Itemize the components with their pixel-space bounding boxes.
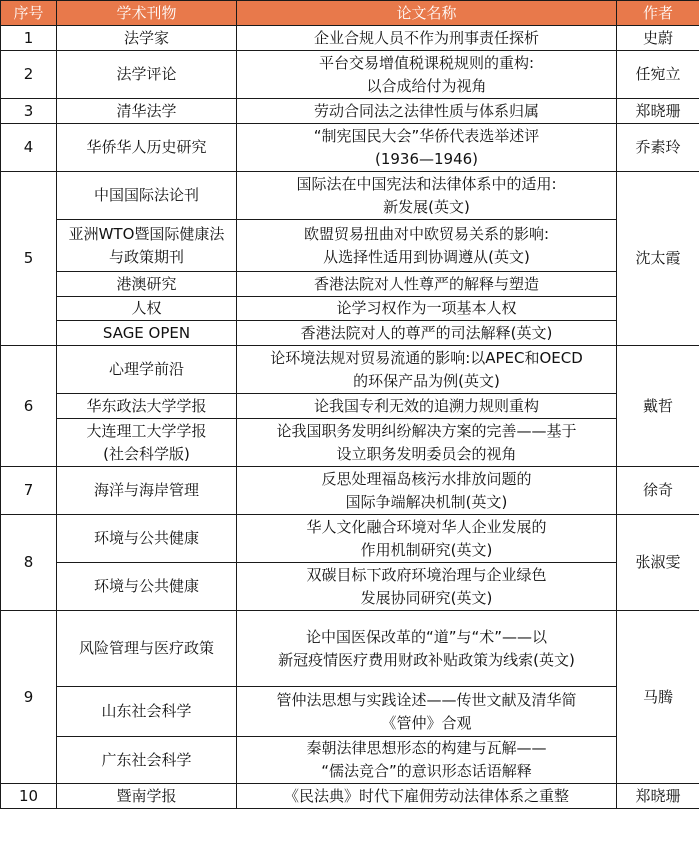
paper-title-line: 论环境法规对贸易流通的影响:以APEC和OECD xyxy=(270,348,583,367)
header-no: 序号 xyxy=(1,1,57,26)
paper-title-cell xyxy=(237,563,617,611)
paper-title-cell xyxy=(237,220,617,272)
journal-name-line: 广东社会科学 xyxy=(101,750,192,769)
paper-title-line: 作用机制研究(英文) xyxy=(360,540,493,559)
journal-cell xyxy=(57,51,237,99)
table-row xyxy=(1,220,699,272)
paper-title-line: (1936—1946) xyxy=(374,149,479,168)
journal-cell xyxy=(57,297,237,321)
author-cell: 张淑雯 xyxy=(617,515,699,611)
paper-title-line: 国际争端解决机制(英文) xyxy=(345,492,508,511)
journal-name-line: 华侨华人历史研究 xyxy=(86,138,207,156)
paper-title-line: 国际法在中国宪法和法律体系中的适用: xyxy=(296,174,557,193)
paper-title-line: 新发展(英文) xyxy=(383,197,470,216)
paper-title-cell xyxy=(237,26,617,51)
journal-name-line: 法学家 xyxy=(123,28,169,47)
table-row xyxy=(1,394,699,419)
journal-name-line: 亚洲WTO暨国际健康法 xyxy=(68,224,225,243)
paper-title-line: 《管仲》合观 xyxy=(381,713,472,732)
journal-cell xyxy=(57,346,237,394)
paper-title-line: 双碳目标下政府环境治理与企业绿色 xyxy=(306,565,547,584)
paper-title-cell xyxy=(237,737,617,784)
paper-title-cell xyxy=(237,99,617,124)
author-cell: 任宛立 xyxy=(617,51,699,99)
journal-cell xyxy=(57,611,237,687)
journal-cell xyxy=(57,99,237,124)
table-row xyxy=(1,99,699,124)
journal-name-line: 风险管理与医疗政策 xyxy=(78,639,214,657)
row-number: 4 xyxy=(1,124,57,172)
journal-name-line: 中国国际法论刊 xyxy=(93,186,199,204)
header-title: 论文名称 xyxy=(237,1,617,26)
paper-title-line: 的环保产品为例(英文) xyxy=(353,371,500,390)
journal-name-line: 环境与公共健康 xyxy=(93,529,199,547)
paper-title-cell xyxy=(237,124,617,172)
journal-name-line: 人权 xyxy=(131,299,162,317)
paper-title-cell xyxy=(237,272,617,297)
paper-title-line: “制宪国民大会”华侨代表选举述评 xyxy=(313,126,540,145)
row-number: 1 xyxy=(1,26,57,51)
paper-title-cell xyxy=(237,346,617,394)
paper-title-line: 劳动合同法之法律性质与体系归属 xyxy=(313,101,539,120)
paper-title-line: 从选择性适用到协调遵从(英文) xyxy=(323,247,530,266)
journal-cell xyxy=(57,563,237,611)
table-row xyxy=(1,51,699,99)
paper-title-cell xyxy=(237,394,617,419)
paper-title-line: 论中国医保改革的“道”与“术”——以 xyxy=(305,627,548,646)
header-journal: 学术刊物 xyxy=(57,1,237,26)
author-cell: 沈太霞 xyxy=(617,172,699,346)
journal-cell xyxy=(57,124,237,172)
journal-name-line: 暨南学报 xyxy=(116,786,177,805)
journal-name-line: 港澳研究 xyxy=(116,274,177,293)
paper-title-cell xyxy=(237,297,617,321)
row-number: 9 xyxy=(1,611,57,784)
paper-title-cell xyxy=(237,467,617,515)
journal-name-line: SAGE OPEN xyxy=(102,323,191,342)
journal-name-line: 清华法学 xyxy=(116,101,177,120)
table-row xyxy=(1,563,699,611)
paper-title-line: 论学习权作为一项基本人权 xyxy=(336,299,517,317)
author-cell: 戴哲 xyxy=(617,346,699,467)
journal-name-line: (社会科学版) xyxy=(103,444,190,463)
paper-title-cell xyxy=(237,784,617,809)
journal-name-line: 心理学前沿 xyxy=(108,360,184,378)
paper-title-line: 论我国职务发明纠纷解决方案的完善——基于 xyxy=(276,421,577,440)
paper-title-line: 香港法院对人的尊严的司法解释(英文) xyxy=(300,323,553,342)
journal-cell xyxy=(57,737,237,784)
paper-title-line: “儒法竞合”的意识形态话语解释 xyxy=(321,762,532,780)
paper-title-line: 管仲法思想与实践诠述——传世文献及清华简 xyxy=(276,690,577,709)
paper-title-line: 论我国专利无效的追溯力规则重构 xyxy=(313,396,539,415)
table-body xyxy=(1,26,699,809)
table-row xyxy=(1,737,699,784)
journal-name-line: 环境与公共健康 xyxy=(93,577,199,595)
header-author: 作者 xyxy=(617,1,699,26)
journal-name-line: 与政策期刊 xyxy=(108,247,184,266)
table-row xyxy=(1,467,699,515)
paper-title-line: 新冠疫情医疗费用财政补贴政策为线索(英文) xyxy=(278,650,575,669)
header-row xyxy=(1,1,699,26)
table-row xyxy=(1,611,699,687)
table-row xyxy=(1,687,699,737)
paper-title-line: 企业合规人员不作为刑事责任探析 xyxy=(313,28,539,47)
paper-title-line: 《民法典》时代下雇佣劳动法律体系之重整 xyxy=(283,786,569,805)
table-row xyxy=(1,172,699,220)
journal-cell xyxy=(57,394,237,419)
paper-title-line: 以合成给付为视角 xyxy=(366,76,487,95)
journal-name-line: 海洋与海岸管理 xyxy=(93,481,199,499)
journal-cell xyxy=(57,419,237,467)
table-row xyxy=(1,26,699,51)
row-number: 7 xyxy=(1,467,57,515)
author-cell: 郑晓珊 xyxy=(617,99,699,124)
table-row xyxy=(1,419,699,467)
table-row xyxy=(1,124,699,172)
row-number: 2 xyxy=(1,51,57,99)
journal-cell xyxy=(57,321,237,346)
paper-title-cell xyxy=(237,687,617,737)
journal-cell xyxy=(57,172,237,220)
row-number: 6 xyxy=(1,346,57,467)
row-number: 3 xyxy=(1,99,57,124)
table-row xyxy=(1,297,699,321)
table-row xyxy=(1,515,699,563)
journal-cell xyxy=(57,784,237,809)
row-number: 8 xyxy=(1,515,57,611)
paper-title-line: 华人文化融合环境对华人企业发展的 xyxy=(306,517,547,536)
paper-title-line: 香港法院对人性尊严的解释与塑造 xyxy=(313,274,539,293)
row-number: 10 xyxy=(1,784,57,809)
journal-cell xyxy=(57,272,237,297)
paper-title-line: 设立职务发明委员会的视角 xyxy=(336,444,517,463)
paper-title-cell xyxy=(237,419,617,467)
journal-cell xyxy=(57,687,237,737)
journal-cell xyxy=(57,26,237,51)
journal-name-line: 法学评论 xyxy=(116,65,177,83)
journal-cell xyxy=(57,467,237,515)
row-number: 5 xyxy=(1,172,57,346)
paper-title-line: 秦朝法律思想形态的构建与瓦解—— xyxy=(306,739,547,757)
journal-name-line: 大连理工大学学报 xyxy=(86,421,207,440)
paper-title-cell xyxy=(237,51,617,99)
table-row xyxy=(1,321,699,346)
author-cell: 郑晓珊 xyxy=(617,784,699,809)
paper-title-cell xyxy=(237,611,617,687)
paper-title-cell xyxy=(237,515,617,563)
journal-name-line: 华东政法大学学报 xyxy=(86,396,207,415)
table-row xyxy=(1,346,699,394)
journal-cell xyxy=(57,220,237,272)
paper-title-line: 反思处理福岛核污水排放问题的 xyxy=(321,469,532,488)
paper-title-cell xyxy=(237,321,617,346)
journal-cell xyxy=(57,515,237,563)
author-cell: 马腾 xyxy=(617,611,699,784)
journal-name-line: 山东社会科学 xyxy=(101,702,192,720)
paper-title-cell xyxy=(237,172,617,220)
table-row xyxy=(1,784,699,809)
author-cell: 史蔚 xyxy=(617,26,699,51)
author-cell: 徐奇 xyxy=(617,467,699,515)
author-cell: 乔素玲 xyxy=(617,124,699,172)
paper-title-line: 发展协同研究(英文) xyxy=(360,588,493,607)
table-row xyxy=(1,272,699,297)
paper-title-line: 平台交易增值税课税规则的重构: xyxy=(318,53,535,72)
paper-title-line: 欧盟贸易扭曲对中欧贸易关系的影响: xyxy=(303,224,550,243)
